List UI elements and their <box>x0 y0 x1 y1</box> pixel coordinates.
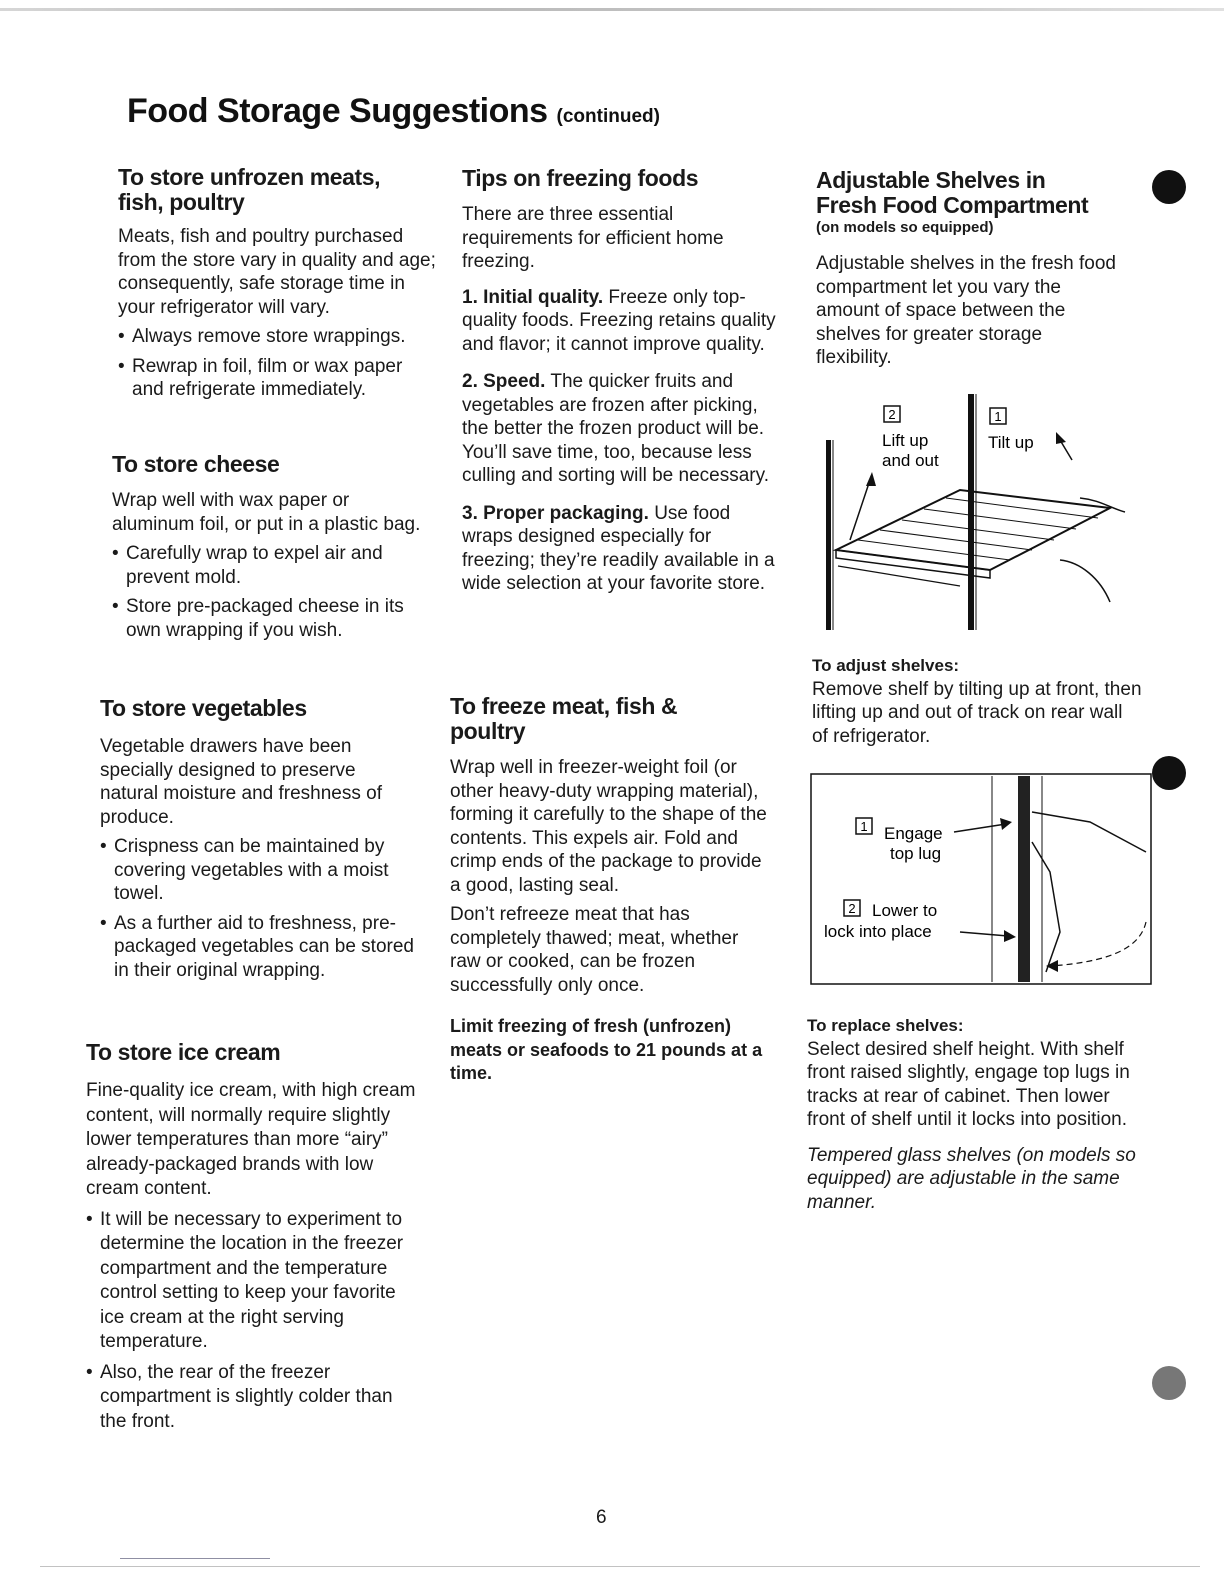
shelf-replace-figure <box>810 772 1154 988</box>
binder-hole-middle <box>1152 756 1186 790</box>
cheese-body: Wrap well with wax paper or aluminum foil, or put in a plastic bag. <box>112 490 421 535</box>
vegetables-bullet-1: • Crispness can be maintained by covering vegetables with a moist towel. <box>100 835 418 906</box>
scan-bottom-edge <box>40 1566 1200 1567</box>
cheese-heading: To store cheese <box>112 451 280 477</box>
freeze-meat-body-2: Don’t refreeze meat that has completely thawed; meat, whether raw or cooked, can be frozen successfully only once. <box>450 904 739 996</box>
page-title <box>127 92 660 131</box>
meats-bullet-2: • Rewrap in foil, film or wax paper and refrigerate immediately. <box>118 355 436 402</box>
lower-arrow-icon <box>1004 930 1016 942</box>
lift-arrow-icon <box>866 472 876 486</box>
fig1-step1-number: 1 <box>994 409 1002 424</box>
meats-heading <box>118 165 436 215</box>
replace-shelves-block <box>807 1014 1143 1214</box>
tip-item-2 <box>462 370 776 488</box>
freeze-limit-note: Limit freezing of fresh (unfrozen) meats or seafoods to 21 pounds at a time. <box>450 1016 763 1083</box>
vegetables-section <box>100 696 418 982</box>
replace-shelves-body: Select desired shelf height. With shelf front raised slightly, engage top lugs in tracks at rear of cabinet. Then lower front of shelf until it locks into position. <box>807 1038 1130 1130</box>
vegetables-heading: To store vegetables <box>100 695 307 721</box>
tip-item-1 <box>462 286 776 357</box>
engage-arrow-icon <box>1000 818 1012 830</box>
fig1-tilt-label: Tilt up <box>988 433 1034 452</box>
freeze-meat-section <box>450 694 774 1086</box>
tip-2-label: 2. Speed. <box>462 371 546 392</box>
meats-body: Meats, fish and poultry purchased from the store vary in quality and age; consequently, safe storage time in your refrigerator will vary. <box>118 226 436 318</box>
shelves-heading-line1: Adjustable Shelves in <box>816 167 1046 193</box>
fig1-lift-label-1: Lift up <box>882 431 929 450</box>
tips-section <box>462 166 776 596</box>
shelves-heading-line2: Fresh Food Compartment <box>816 192 1089 218</box>
lower-hand <box>1060 560 1110 602</box>
page-number: 6 <box>596 1507 607 1528</box>
fig1-step2-number: 2 <box>888 407 896 422</box>
tip-3-label: 3. Proper packaging. <box>462 502 649 524</box>
fig2-engage-label-1: Engage <box>884 824 943 843</box>
left-track <box>826 440 831 630</box>
title-text: Food Storage Suggestions <box>127 92 548 130</box>
shelves-body: Adjustable shelves in the fresh food compartment let you vary the amount of space between the shelves for greater storage flexibility. <box>816 253 1116 368</box>
lower-swing-path <box>1050 922 1146 966</box>
center-track <box>968 394 974 630</box>
shelf-removal-figure <box>810 390 1130 634</box>
binder-hole-bottom <box>1152 1366 1186 1400</box>
fig2-lower-label-2: lock into place <box>824 922 932 941</box>
fig2-step2-number: 2 <box>848 901 856 916</box>
shelves-subheading: (on models so equipped) <box>816 219 994 236</box>
shelf-bracket <box>1032 812 1146 852</box>
cheese-section <box>112 452 430 642</box>
tempered-glass-note: Tempered glass shelves (on models so equipped) are adjustable in the same manner. <box>807 1144 1136 1213</box>
rear-track <box>1018 776 1030 982</box>
meats-heading-line1: To store unfrozen meats, <box>118 164 381 190</box>
ice-cream-section <box>86 1040 416 1434</box>
tip-2-text: The quicker fruits and vegetables are frozen after picking, the better the frozen product will be. You’ll save time, too, because less culling and sorting will be necessary. <box>462 371 769 486</box>
replace-shelves-heading: To replace shelves: <box>807 1016 964 1035</box>
tips-intro: There are three essential requirements for efficient home freezing. <box>462 204 724 272</box>
fig2-lower-label-1: Lower to <box>872 901 938 920</box>
fig2-step1-number: 1 <box>860 819 868 834</box>
shelves-section <box>816 168 1116 370</box>
adjust-shelves-body: Remove shelf by tilting up at front, then lifting up and out of track on rear wall of refrigerator. <box>812 678 1142 747</box>
vegetables-body: Vegetable drawers have been specially designed to preserve natural moisture and freshness of produce. <box>100 736 382 828</box>
cheese-bullet-2: • Store pre-packaged cheese in its own wrapping if you wish. <box>112 595 430 642</box>
freeze-meat-body-1: Wrap well in freezer-weight foil (or other heavy-duty wrapping material), forming it carefully to the shape of the contents. This expels air. Fold and crimp ends of the package to provide a good, lasting seal. <box>450 757 767 896</box>
freeze-meat-heading: To freeze meat, fish & poultry <box>450 693 678 744</box>
tilt-arrow-icon <box>1056 432 1066 444</box>
figure-frame <box>811 774 1151 984</box>
ice-cream-body: Fine-quality ice cream, with high cream content, will normally require slightly lower temperatures than more “airy” already-packaged brands with low cream content. <box>86 1080 416 1199</box>
tip-3-text: Use food wraps designed especially for freezing; they’re readily available in a wide selection at your favorite store. <box>462 502 775 594</box>
meats-heading-line2: fish, poultry <box>118 189 245 215</box>
ice-cream-bullet-2: • Also, the rear of the freezer compartment is slightly colder than the front. <box>86 1361 416 1435</box>
ice-cream-bullet-1: • It will be necessary to experiment to determine the location in the freezer compartment and the temperature control setting to keep your favorite ice cream at the right serving temperature. <box>86 1208 416 1355</box>
tips-heading: Tips on freezing foods <box>462 165 699 191</box>
adjust-shelves-block <box>812 654 1142 748</box>
scan-bottom-mark <box>120 1558 270 1559</box>
fig2-engage-label-2: top lug <box>890 844 942 863</box>
adjust-shelves-heading: To adjust shelves: <box>812 656 960 675</box>
tip-item-3 <box>462 502 776 596</box>
scan-top-edge <box>0 8 1224 11</box>
meats-bullet-1: • Always remove store wrappings. <box>118 325 436 349</box>
fig1-lift-label-2: and out <box>882 451 939 470</box>
ice-cream-heading: To store ice cream <box>86 1039 281 1065</box>
meats-section <box>118 165 436 402</box>
title-suffix: (continued) <box>556 106 660 127</box>
cheese-bullet-1: • Carefully wrap to expel air and prevent mold. <box>112 542 430 589</box>
tip-1-text: Freeze only top-quality foods. Freezing retains quality and flavor; it cannot improve quality. <box>462 286 776 355</box>
shelves-heading <box>816 168 1116 238</box>
binder-hole-top <box>1152 170 1186 204</box>
tip-1-label: 1. Initial quality. <box>462 286 604 308</box>
vegetables-bullet-2: • As a further aid to freshness, pre-packaged vegetables can be stored in their original wrapping. <box>100 912 418 983</box>
